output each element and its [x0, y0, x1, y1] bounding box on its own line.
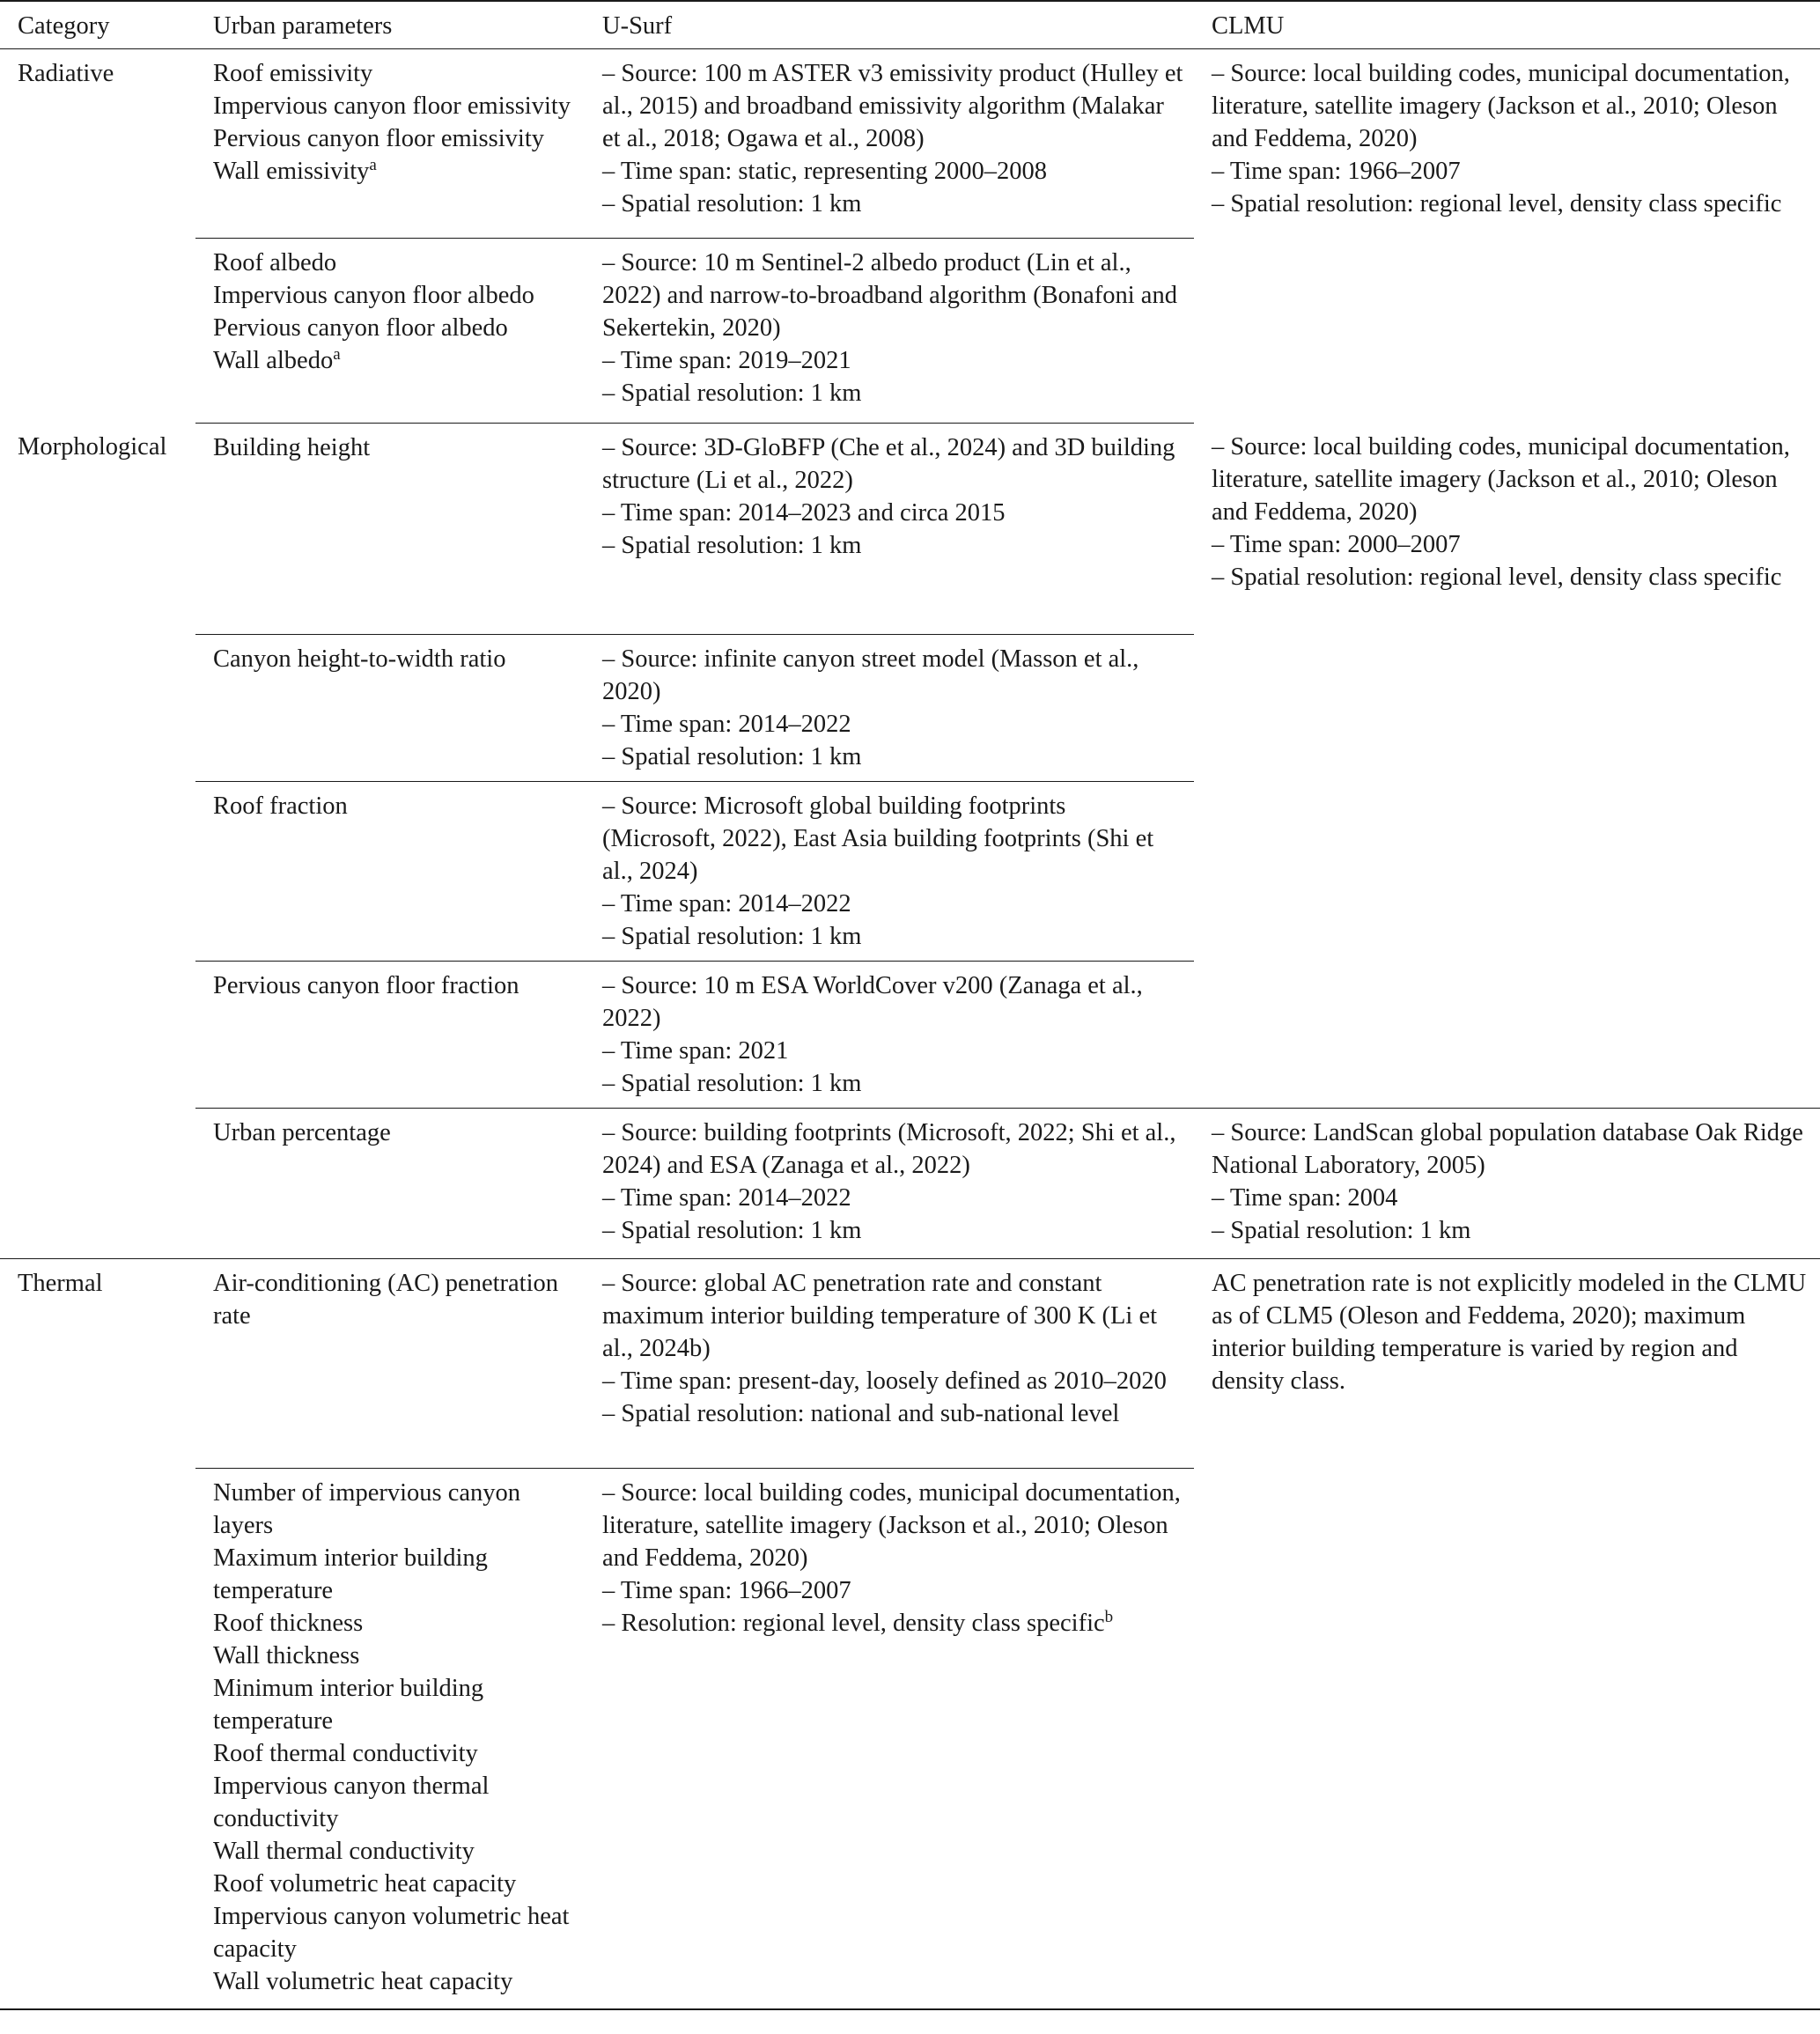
clmu-line: – Spatial resolution: regional level, density class specific — [1212, 564, 1782, 591]
clmu-line: – Source: local building codes, municipal documentation, literature, satellite imagery (Jackson et al., 2010; Oleson and Feddema, 2020) — [1212, 59, 1790, 152]
usurf-line: – Time span: 1966–2007 — [602, 1576, 851, 1604]
usurf-line: – Time span: 2014–2022 — [602, 889, 851, 918]
usurf-line: – Time span: 2019–2021 — [602, 346, 851, 374]
param-building-height: Building height — [195, 423, 585, 634]
param-line: Roof albedo — [213, 248, 337, 276]
param-text: Wall albedo — [213, 346, 334, 374]
param-line: Impervious canyon volumetric heat capacity — [213, 1902, 570, 1963]
param-line: Roof volumetric heat capacity — [213, 1869, 517, 1898]
param-line: Impervious canyon floor emissivity — [213, 92, 571, 120]
param-line: Pervious canyon floor albedo — [213, 313, 508, 342]
usurf-urban-percentage — [585, 1108, 1194, 1258]
usurf-line: – Spatial resolution: 1 km — [602, 379, 862, 407]
footnote-marker: b — [1104, 1607, 1114, 1626]
clmu-line: – Time span: 1966–2007 — [1212, 157, 1461, 185]
usurf-line — [602, 1607, 1183, 1640]
usurf-line: – Source: 100 m ASTER v3 emissivity product (Hulley et al., 2015) and broadband emissivity algorithm (Malakar et al., 2018; Ogawa et al., 2008) — [602, 59, 1183, 152]
param-line: Maximum interior building temperature — [213, 1544, 488, 1604]
usurf-thermal-properties — [585, 1468, 1194, 2009]
usurf-line: – Spatial resolution: 1 km — [602, 1069, 862, 1097]
param-line: Number of impervious canyon layers — [213, 1478, 521, 1539]
param-line: Wall thermal conductivity — [213, 1837, 475, 1865]
usurf-line: – Time span: 2014–2022 — [602, 1183, 851, 1212]
header-usurf: U-Surf — [585, 1, 1194, 48]
clmu-ac-penetration: AC penetration rate is not explicitly modeled in the CLMU as of CLM5 (Oleson and Feddema, 2020); maximum interior building temperature is varied by region and density class. — [1212, 1269, 1807, 1395]
table-row-building-height — [0, 423, 1820, 634]
clmu-line: – Time span: 2000–2007 — [1212, 531, 1461, 558]
param-line: Wall volumetric heat capacity — [213, 1967, 513, 1995]
footnote-marker: a — [369, 155, 377, 174]
params-thermal-properties — [195, 1468, 585, 2009]
param-line — [213, 344, 574, 377]
usurf-line: – Time span: 2014–2022 — [602, 710, 851, 738]
category-morphological: Morphological — [0, 423, 195, 1258]
clmu-urban-percentage — [1194, 1108, 1820, 1258]
usurf-line: – Source: global AC penetration rate and constant maximum interior building temperature of 300 K (Li et al., 2024b) — [602, 1269, 1158, 1362]
category-thermal: Thermal — [0, 1258, 195, 2009]
clmu-line: – Source: LandScan global population database Oak Ridge National Laboratory, 2005) — [1212, 1118, 1803, 1179]
usurf-line: – Time span: 2014–2023 and circa 2015 — [602, 498, 1006, 527]
header-parameters: Urban parameters — [195, 1, 585, 48]
usurf-emissivity — [585, 48, 1194, 238]
usurf-line: – Time span: static, representing 2000–2008 — [602, 157, 1048, 185]
param-pervious-fraction: Pervious canyon floor fraction — [195, 961, 585, 1108]
usurf-line: – Spatial resolution: 1 km — [602, 189, 862, 217]
usurf-text: – Resolution: regional level, density class specific — [602, 1609, 1105, 1637]
usurf-albedo — [585, 238, 1194, 423]
clmu-thermal-properties-empty — [1194, 1468, 1820, 2009]
usurf-line: – Source: Microsoft global building footprints (Microsoft, 2022), East Asia building footprints (Shi et al., 2024) — [602, 792, 1154, 885]
usurf-line: – Time span: 2021 — [602, 1036, 789, 1065]
param-line: Wall thickness — [213, 1641, 360, 1669]
clmu-line: – Spatial resolution: 1 km — [1212, 1216, 1471, 1244]
category-radiative: Radiative — [18, 59, 114, 87]
param-ac-penetration: Air-conditioning (AC) penetration rate — [195, 1258, 585, 1468]
header-row — [0, 1, 1820, 48]
usurf-roof-fraction — [585, 781, 1194, 961]
usurf-line: – Spatial resolution: 1 km — [602, 531, 862, 559]
usurf-line: – Spatial resolution: 1 km — [602, 1216, 862, 1244]
header-clmu: CLMU — [1194, 1, 1820, 48]
footnote-marker: a — [333, 344, 341, 364]
table-row-ac-penetration — [0, 1258, 1820, 1468]
usurf-line: – Spatial resolution: 1 km — [602, 742, 862, 770]
params-albedo — [195, 238, 585, 423]
usurf-line: – Time span: present-day, loosely defined as 2010–2020 — [602, 1367, 1167, 1395]
usurf-line: – Spatial resolution: 1 km — [602, 922, 862, 950]
params-emissivity — [195, 48, 585, 238]
usurf-line: – Source: 10 m Sentinel-2 albedo product (Lin et al., 2022) and narrow-to-broadband algorithm (Bonafoni and Sekertekin, 2020) — [602, 248, 1177, 342]
table-row-urban-percentage — [0, 1108, 1820, 1258]
param-text: Wall emissivity — [213, 157, 370, 185]
param-line: Roof emissivity — [213, 59, 373, 87]
clmu-morphological — [1194, 423, 1820, 1108]
usurf-line: – Source: 10 m ESA WorldCover v200 (Zanaga et al., 2022) — [602, 971, 1143, 1032]
usurf-height-width-ratio — [585, 634, 1194, 781]
usurf-line: – Source: building footprints (Microsoft, 2022; Shi et al., 2024) and ESA (Zanaga et al., 2022) — [602, 1118, 1176, 1179]
table-row-thermal-properties — [0, 1468, 1820, 2009]
usurf-ac-penetration — [585, 1258, 1194, 1468]
usurf-line: – Source: infinite canyon street model (Masson et al., 2020) — [602, 645, 1139, 705]
param-line: Roof thermal conductivity — [213, 1739, 478, 1767]
usurf-building-height — [585, 423, 1194, 634]
usurf-pervious-fraction — [585, 961, 1194, 1108]
header-category: Category — [0, 1, 195, 48]
usurf-line: – Spatial resolution: national and sub-national level — [602, 1399, 1120, 1427]
clmu-line: – Spatial resolution: regional level, density class specific — [1212, 189, 1782, 217]
param-line: Impervious canyon thermal conductivity — [213, 1772, 490, 1832]
clmu-line: – Time span: 2004 — [1212, 1183, 1398, 1212]
param-line: Pervious canyon floor emissivity — [213, 124, 544, 152]
param-line: Minimum interior building temperature — [213, 1674, 484, 1735]
clmu-line: – Source: local building codes, municipal documentation, literature, satellite imagery (Jackson et al., 2010; Oleson and Feddema, 2020) — [1212, 433, 1790, 526]
param-line — [213, 155, 574, 188]
param-line: Impervious canyon floor albedo — [213, 281, 534, 309]
usurf-line: – Source: 3D-GloBFP (Che et al., 2024) and 3D building structure (Li et al., 2022) — [602, 433, 1175, 494]
param-urban-percentage: Urban percentage — [195, 1108, 585, 1258]
param-roof-fraction: Roof fraction — [195, 781, 585, 961]
clmu-radiative — [1194, 48, 1820, 423]
param-line: Roof thickness — [213, 1609, 364, 1637]
param-height-width-ratio: Canyon height-to-width ratio — [195, 634, 585, 781]
usurf-line: – Source: local building codes, municipal documentation, literature, satellite imagery (Jackson et al., 2010; Oleson and Feddema, 2020) — [602, 1478, 1181, 1572]
table-row-emissivity — [0, 48, 1820, 238]
